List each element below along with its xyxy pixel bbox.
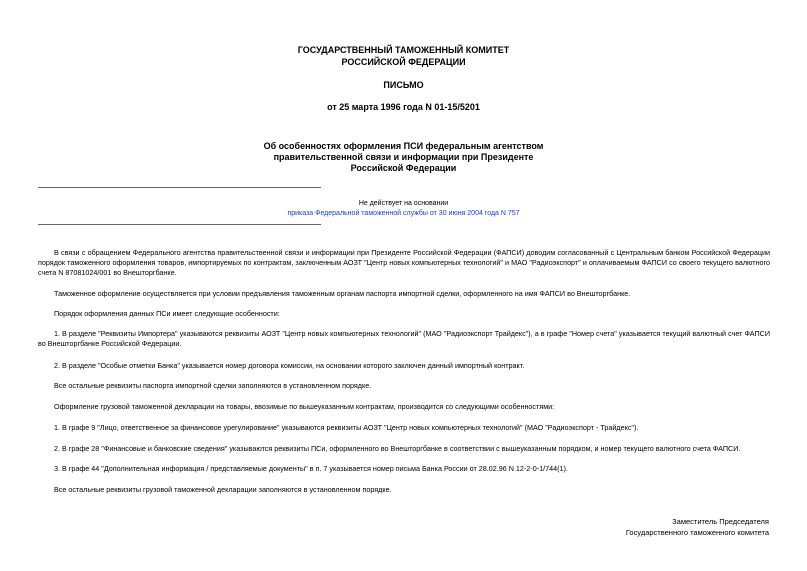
paragraph-gtd-features: Оформление грузовой таможенной декларации на товары, ввозимые по вышеуказанным контрактам, производится со следующими особенностями: (54, 402, 555, 411)
signature-line2: Государственного таможенного комитета (625, 528, 769, 537)
paragraph-psi-item2: 2. В разделе "Особые отметки Банка" указывается номер договора комиссии, на основании которого заключен данный импортный контракт. (54, 361, 525, 370)
document-date-number: от 25 марта 1996 года N 01-15/5201 (327, 102, 480, 112)
divider-top (38, 187, 321, 188)
divider-bottom (38, 224, 321, 225)
org-name-line1: ГОСУДАРСТВЕННЫЙ ТАМОЖЕННЫЙ КОМИТЕТ (297, 45, 510, 55)
paragraph-clearance: Таможенное оформление осуществляется при условии предъявления таможенным органам паспорта импортной сделки, оформленного на имя ФАПСИ во Внешторгбанке. (54, 289, 631, 298)
paragraph-psi-features: Порядок оформления данных ПСи имеет следующие особенности: (54, 309, 280, 318)
paragraph-psi-item1: 1. В разделе "Реквизиты Импортера" указываются реквизиты АОЗТ "Центр новых компьютерных технологий" (МАО "Радиоэкспорт Трайдекс"), а в графе "Номер счета" указывается текущий валютный счет ФАПСИ во Внешторгбанке Российской Федерации. (38, 329, 770, 348)
subject-line1: Об особенностях оформления ПСИ федеральным агентством (263, 141, 544, 151)
paragraph-intro: В связи с обращением Федерального агентства правительственной связи и информации при Президенте Российской Федерации (ФАПСИ) доводим согласованный с Центральным банком Российской Федерации порядок таможенного оформления товаров, импортируемых по контрактам, заключенным АОЗТ "Центр новых компьютерных технологий" и МАО "Радиоэкспорт" и оплачиваемым ФАПСИ со своего текущего валютного счета N 87081024/001 во Внешторгбанке. (38, 248, 770, 277)
document-type: ПИСЬМО (383, 80, 424, 90)
org-name-line2: РОССИЙСКОЙ ФЕДЕРАЦИИ (341, 57, 466, 67)
paragraph-psi-other: Все остальные реквизиты паспорта импортной сделки заполняются в установленном порядке. (54, 381, 372, 390)
paragraph-gtd-item1: 1. В графе 9 "Лицо, ответственное за финансовое урегулирование" указываются реквизиты АОЗТ "Центр новых компьютерных технологий" (МАО "Радиоэкспорт - Трайдекс"). (54, 423, 639, 432)
paragraph-gtd-item2: 2. В графе 28 "Финансовые и банковские сведения" указываются реквизиты ПСи, оформленного во Внешторгбанке в соответствии с вышеуказанным порядком, и номер текущего валютного счета ФАПСИ. (54, 444, 741, 453)
subject-line2: правительственной связи и информации при Президенте (273, 152, 534, 162)
status-link[interactable]: приказа Федеральной таможенной службы от 30 июня 2004 года N 757 (287, 210, 520, 217)
paragraph-gtd-item3: 3. В графе 44 "Дополнительная информация / представляемые документы" в п. 7 указывается номер письма Банка России от 28.02.96 N 12-2-0-1/744(1). (54, 464, 568, 473)
signature-line1: Заместитель Председателя (672, 517, 769, 526)
status-text: Не действует на основании (358, 200, 449, 207)
subject-line3: Российской Федерации (350, 163, 457, 173)
paragraph-gtd-other: Все остальные реквизиты грузовой таможенной декларации заполняются в установленном порядке. (54, 485, 392, 494)
